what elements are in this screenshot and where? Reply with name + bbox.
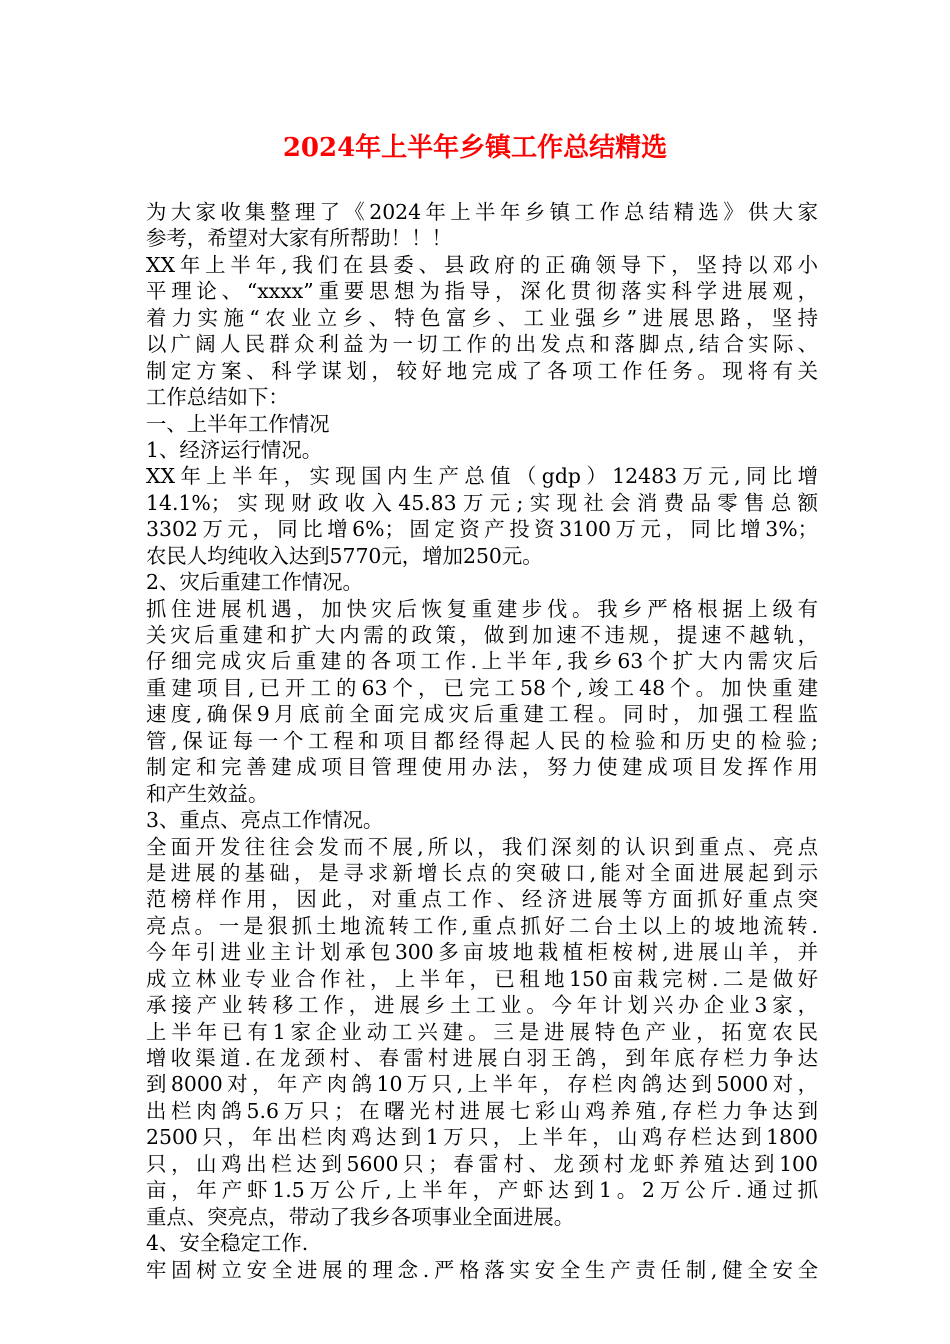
document-body xyxy=(146,199,818,1283)
body-line: 增收渠道.在龙颈村、春雷村进展白羽王鸽，到年底存栏力争达 xyxy=(146,1046,818,1070)
body-line: 仔细完成灾后重建的各项工作.上半年,我乡63个扩大内需灾后 xyxy=(146,649,818,674)
body-line: 速度,确保9月底前全面完成灾后重建工程。同时，加强工程监 xyxy=(146,702,818,727)
body-line: 工作总结如下： xyxy=(146,385,289,410)
body-line: 成立林业专业合作社，上半年，已租地150亩栽完树.二是做好 xyxy=(146,966,818,991)
body-line: 关灾后重建和扩大内需的政策，做到加速不违规，提速不越轨， xyxy=(146,623,818,647)
body-line: 1、经济运行情况。 xyxy=(146,437,323,462)
body-line: 重点、突亮点，带动了我乡各项事业全面进展。 xyxy=(146,1204,575,1229)
body-line: 农民人均纯收入达到5770元，增加250元。 xyxy=(146,543,543,568)
body-line: 到8000对，年产肉鸽10万只,上半年，存栏肉鸽达到5000对， xyxy=(146,1072,818,1097)
body-line: 出栏肉鸽5.6万只；在曙光村进展七彩山鸡养殖,存栏力争达到 xyxy=(146,1098,818,1123)
body-line: 亩，年产虾1.5万公斤,上半年，产虾达到1。2万公斤.通过抓 xyxy=(146,1178,818,1203)
body-line: 制定和完善建成项目管理使用办法，努力使建成项目发挥作用 xyxy=(146,755,818,780)
body-line: 亮点。一是狠抓土地流转工作,重点抓好二台土以上的坡地流转. xyxy=(146,913,818,938)
body-line: 以广阔人民群众利益为一切工作的出发点和落脚点,结合实际、 xyxy=(146,332,818,357)
body-line: 上半年已有1家企业动工兴建。三是进展特色产业，拓宽农民 xyxy=(146,1019,818,1044)
body-line: 抓住进展机遇，加快灾后恢复重建步伐。我乡严格根据上级有 xyxy=(146,596,818,621)
body-line: XX年上半年，实现国内生产总值（gdp）12483万元,同比增 xyxy=(146,464,818,489)
body-line: 3、重点、亮点工作情况。 xyxy=(146,808,384,833)
body-line: 只，山鸡出栏达到5600只；春雷村、龙颈村龙虾养殖达到100 xyxy=(146,1151,818,1176)
body-line: 牢固树立安全进展的理念.严格落实安全生产责任制,健全安全 xyxy=(146,1257,818,1282)
body-line: 承接产业转移工作，进展乡土工业。今年计划兴办企业3家， xyxy=(146,993,818,1018)
body-line: XX年上半年,我们在县委、县政府的正确领导下，坚持以邓小 xyxy=(146,252,818,277)
body-line: 全面开发往往会发而不展,所以，我们深刻的认识到重点、亮点 xyxy=(146,834,818,859)
body-line: 平理论、“xxxx”重要思想为指导，深化贯彻落实科学进展观， xyxy=(146,279,818,304)
body-line: 14.1%；实现财政收入45.83万元;实现社会消费品零售总额 xyxy=(146,490,818,515)
document-title: 2024年上半年乡镇工作总结精选 xyxy=(282,133,668,163)
body-line: 2、灾后重建工作情况。 xyxy=(146,570,363,595)
body-line: 4、安全稳定工作. xyxy=(146,1231,309,1256)
body-line: 为大家收集整理了《2024年上半年乡镇工作总结精选》供大家 xyxy=(146,200,818,224)
body-line: 2500只，年出栏肉鸡达到1万只，上半年，山鸡存栏达到1800 xyxy=(146,1125,818,1150)
body-line: 是进展的基础，是寻求新增长点的突破口,能对全面进展起到示 xyxy=(146,860,818,885)
body-line: 今年引进业主计划承包300多亩坡地栽植柜桉树,进展山羊，并 xyxy=(146,940,818,965)
body-line: 和产生效益。 xyxy=(146,781,269,806)
body-line: 重建项目,已开工的63个，已完工58个,竣工48个。加快重建 xyxy=(146,675,818,700)
body-line: 3302万元，同比增6%；固定资产投资3100万元，同比增3%； xyxy=(146,517,818,542)
body-line: 范榜样作用，因此，对重点工作、经济进展等方面抓好重点突 xyxy=(146,887,818,912)
body-line: 参考，希望对大家有所帮助！！！ xyxy=(146,226,452,251)
body-line: 制定方案、科学谋划，较好地完成了各项工作任务。现将有关 xyxy=(146,358,818,383)
body-line: 一、上半年工作情况 xyxy=(146,411,330,436)
body-line: 着力实施“农业立乡、特色富乡、工业强乡”进展思路，坚持 xyxy=(146,305,818,330)
body-line: 管,保证每一个工程和项目都经得起人民的检验和历史的检验; xyxy=(146,728,818,753)
